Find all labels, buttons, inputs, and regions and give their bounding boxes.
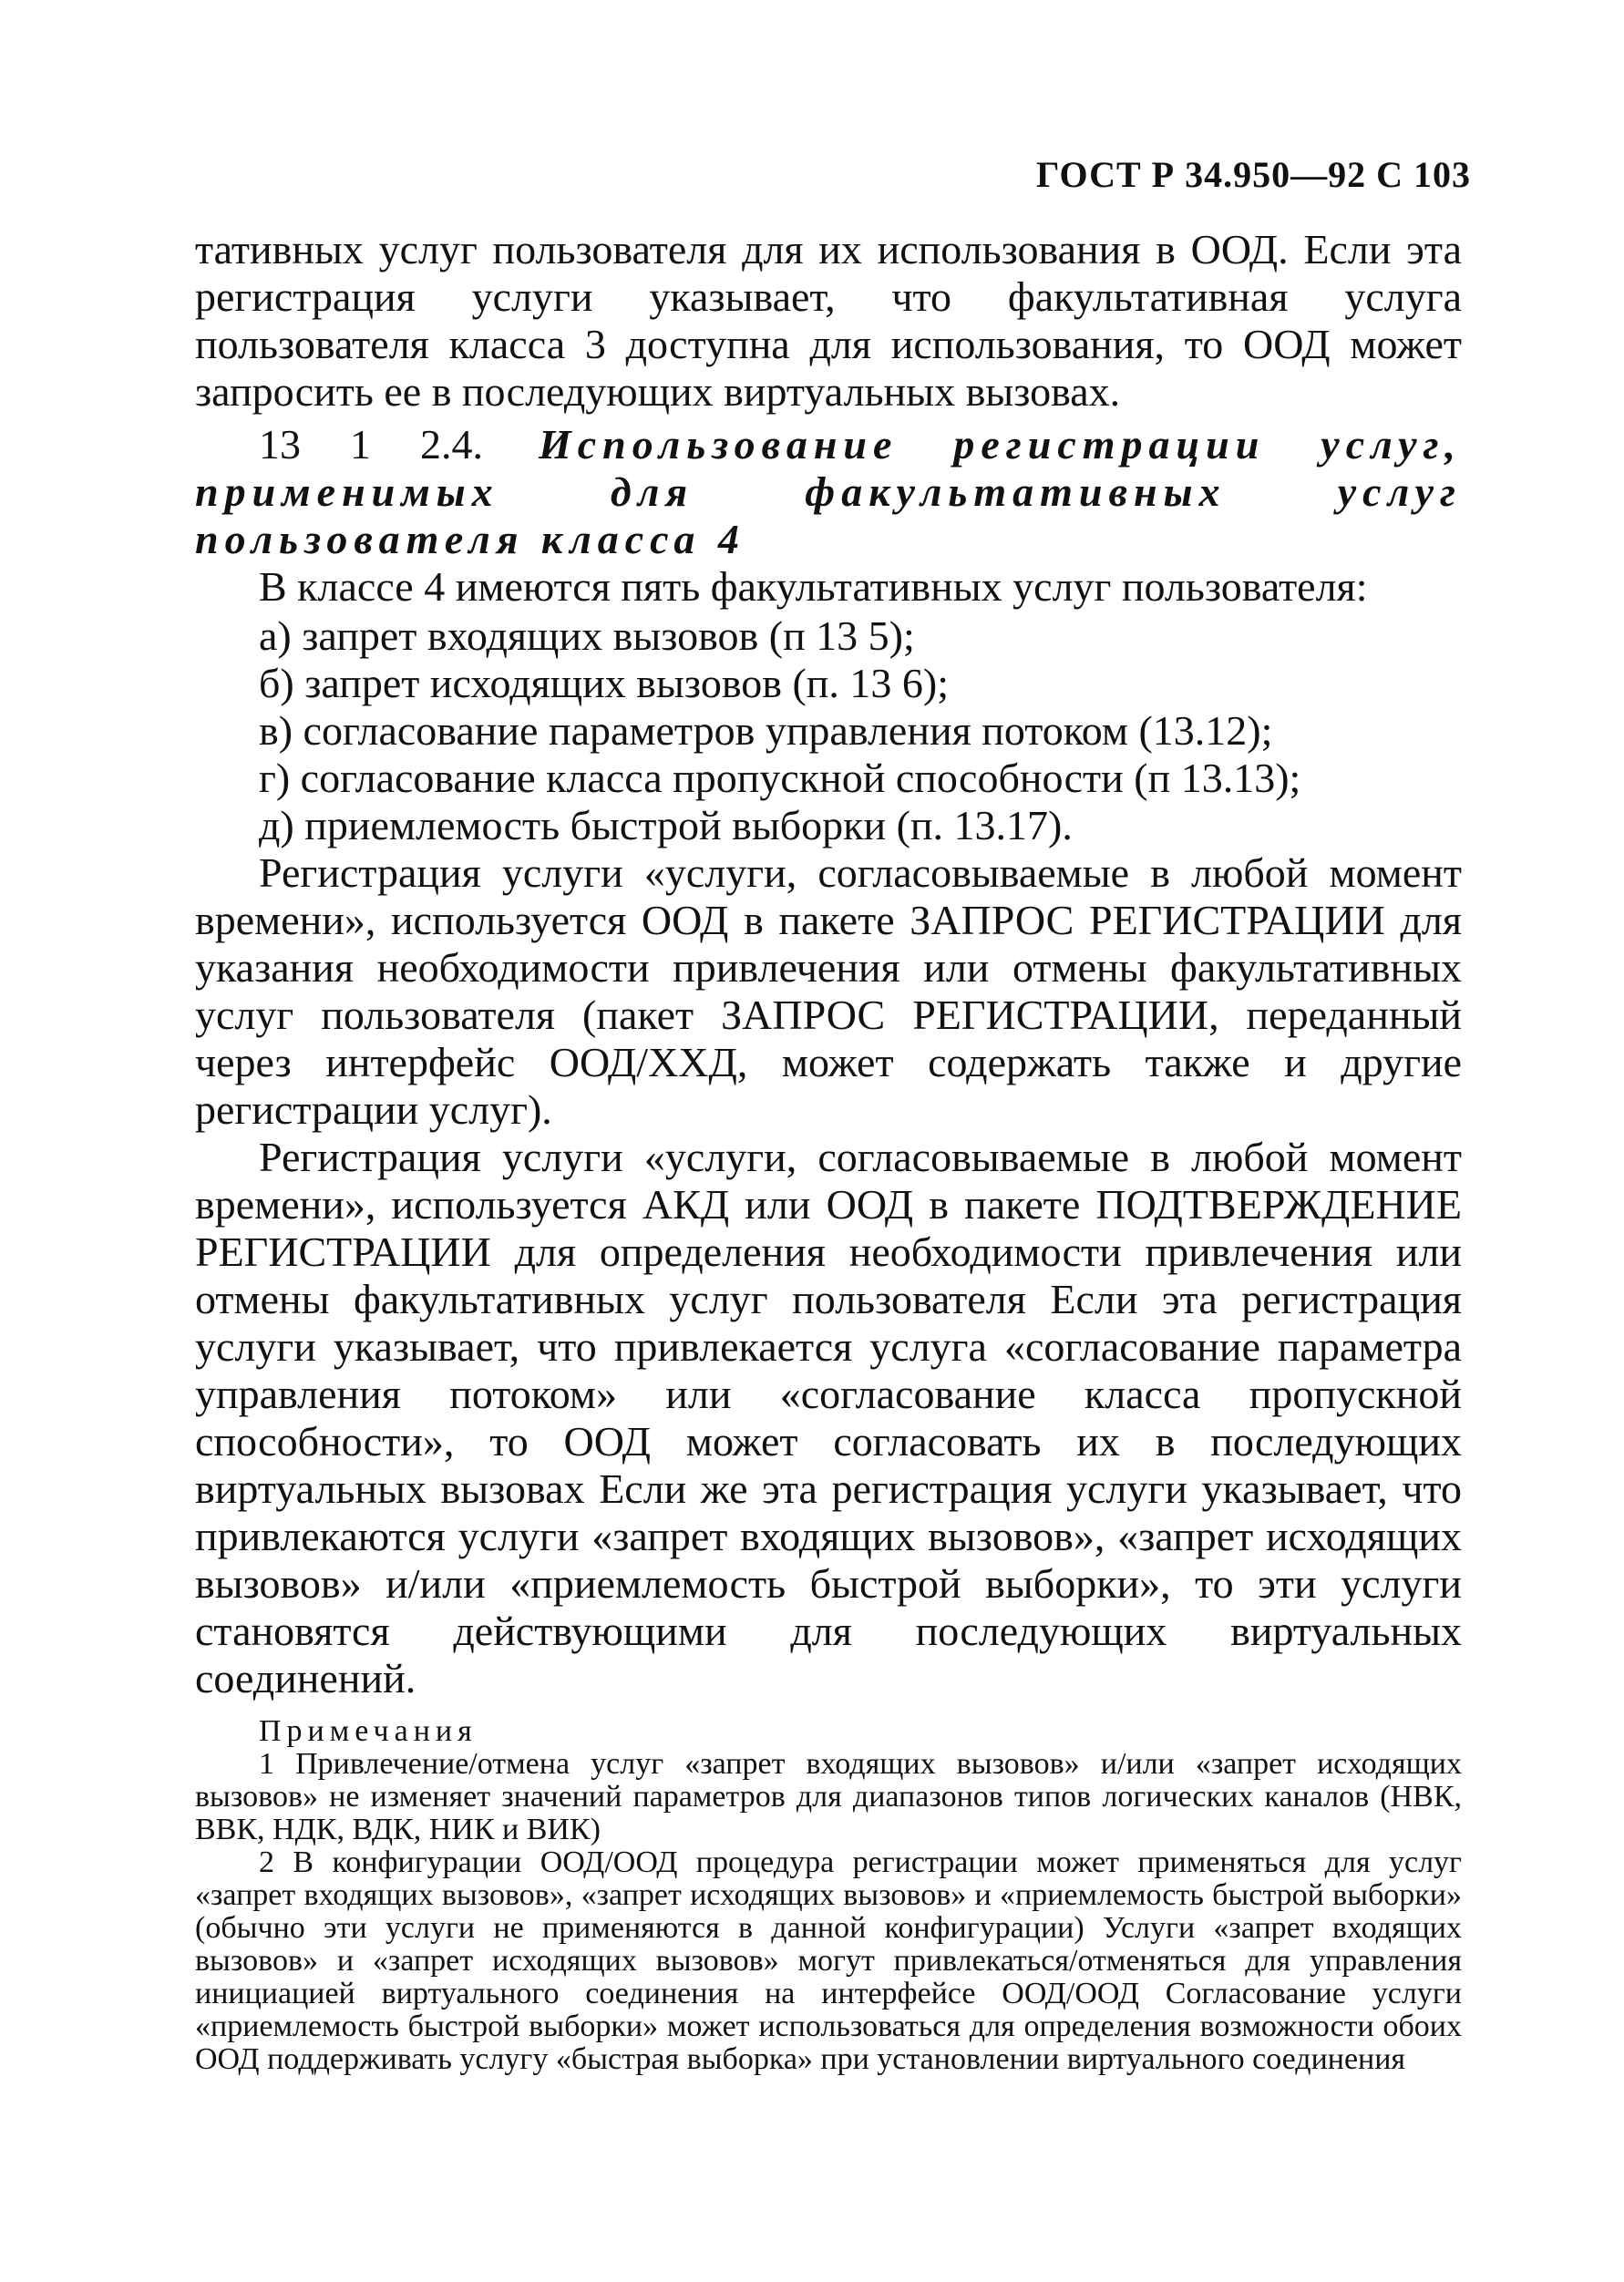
paragraph-registration-request: Регистрация услуги «услуги, согласовываемые в любой момент времени», используется ООД в пакете ЗАПРОС РЕГИСТРАЦИИ для указания необходимости привлечения или отмены факультативных услуг пользователя (пакет ЗАПРОС РЕГИСТРАЦИИ, переданный через интерфейс ООД/ХХД, может содержать также и другие регистрации услуг). bbox=[195, 849, 1462, 1133]
page-header: ГОСТ Р 34.950—92 С 103 bbox=[1036, 154, 1471, 195]
page-body bbox=[195, 226, 1462, 2076]
list-item: а) запрет входящих вызовов (п 13 5); bbox=[259, 612, 915, 659]
note-item: 2 В конфигурации ООД/ООД процедура регистрации может применяться для услуг «запрет входящих вызовов», «запрет исходящих вызовов» и «приемлемость быстрой выборки» (обычно эти услуги не применяются в данной конфигурации) Услуги «запрет входящих вызовов» и «запрет исходящих вызовов» могут привлекаться/отменяться для управления инициацией виртуального соединения на интерфейсе ООД/ООД Согласование услуги «приемлемость быстрой выборки» может использоваться для определения возможности обоих ООД поддерживать услугу «быстрая выборка» при установлении виртуального соединения bbox=[195, 1845, 1462, 2076]
services-list bbox=[195, 612, 1462, 849]
paragraph-registration-confirmation: Регистрация услуги «услуги, согласовываемые в любой момент времени», используется АКД или ООД в пакете ПОДТВЕРЖДЕНИЕ РЕГИСТРАЦИИ для определения необходимости привлечения или отмены факультативных услуг пользователя Если эта регистрация услуги указывает, что привлекается услуга «согласование параметра управления потоком» или «согласование класса пропускной способности», то ООД может согласовать их в последующих виртуальных вызовах Если же эта регистрация услуги указывает, что привлекаются услуги «запрет входящих вызовов», «запрет исходящих вызовов» и/или «приемлемость быстрой выборки», то эти услуги становятся действующими для последующих виртуальных соединений. bbox=[195, 1134, 1462, 1701]
section-heading bbox=[195, 421, 1462, 563]
list-item: г) согласование класса пропускной способности (п 13.13); bbox=[259, 755, 1301, 801]
list-item: д) приемлемость быстрой выборки (п. 13.17). bbox=[259, 802, 1073, 848]
paragraph-continuation: тативных услуг пользователя для их использования в ООД. Если эта регистрация услуги указывает, что факультативная услуга пользователя класса 3 доступна для использования, то ООД может запросить ее в последующих виртуальных вызовах. bbox=[195, 226, 1462, 415]
paragraph-class4-intro: В классе 4 имеются пять факультативных услуг пользователя: bbox=[259, 563, 1368, 610]
list-item: в) согласование параметров управления потоком (13.12); bbox=[259, 707, 1273, 754]
notes-block bbox=[195, 1715, 1462, 2076]
note-item: 1 Привлечение/отмена услуг «запрет входящих вызовов» и/или «запрет исходящих вызовов» не изменяет значений параметров для диапазонов типов логических каналов (НВК, ВВК, НДК, ВДК, НИК и ВИК) bbox=[195, 1747, 1462, 1846]
section-title: Использование регистрации услуг, применимых для факультативных услуг пользователя класса 4 bbox=[195, 421, 1463, 562]
section-number: 13 1 2.4. bbox=[259, 421, 483, 468]
notes-title: Примечания bbox=[259, 1714, 478, 1748]
list-item: б) запрет исходящих вызовов (п. 13 6); bbox=[259, 660, 949, 706]
